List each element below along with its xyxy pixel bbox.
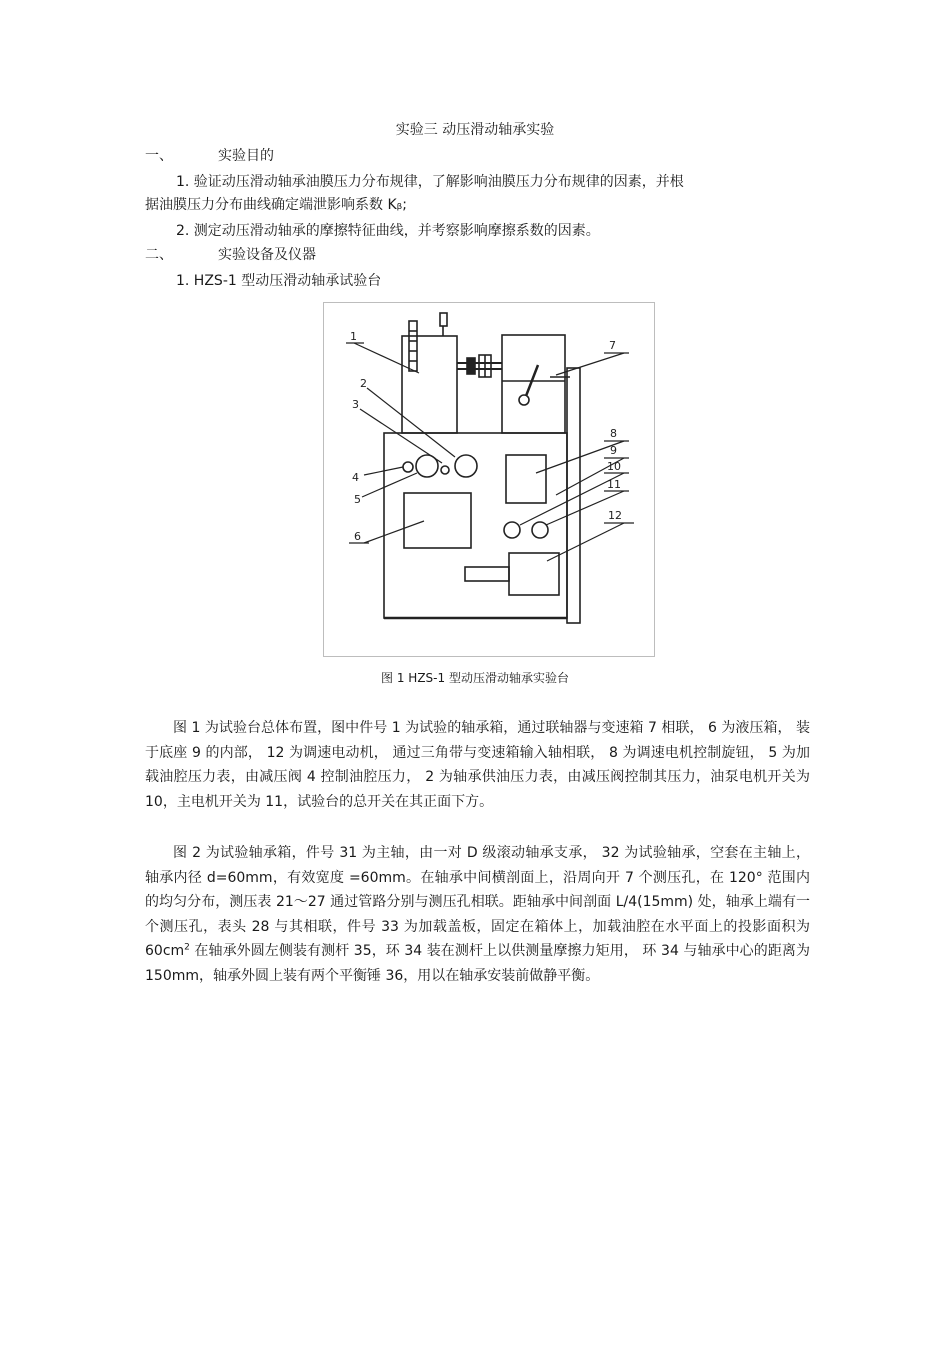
paragraph-figure-2-description xyxy=(145,841,810,988)
test-rig-drawing xyxy=(324,303,654,656)
figure-label-9: 9 xyxy=(610,444,617,457)
figure-label-1: 1 xyxy=(350,330,357,343)
section-1-number: 一、 xyxy=(145,148,173,164)
paragraph-2-text-b: 在轴承外圆左侧装有测杆 35，环 34 装在测杆上以供测量摩擦力矩用， 环 34 与轴承中心的距离为 150mm，轴承外圆上装有两个平衡锤 36，用以在轴承安装前做静平衡。 xyxy=(145,943,810,984)
paragraph-figure-1-description: 图 1 为试验台总体布置，图中件号 1 为试验的轴承箱，通过联轴器与变速箱 7 相联， 6 为液压箱， 装于底座 9 的内部， 12 为调速电动机， 通过三角带与变速箱输入轴相联， 8 为调速电机控制旋钮， 5 为加载油腔压力表，由减压阀 4 控制油腔压力， 2 为轴承供油压力表，由减压阀控制其压力，油泵电机开关为 10，主电机开关为 11，试验台的总开关在其正面下方。 xyxy=(145,720,810,810)
gauge-2 xyxy=(455,455,477,477)
purpose-item-1-line-2: 据油膜压力分布曲线确定端泄影响系数 Kᵦ; xyxy=(145,197,407,213)
figure-label-2: 2 xyxy=(360,377,367,390)
purpose-item-1-line-1: 1. 验证动压滑动轴承油膜压力分布规律，了解影响油膜压力分布规律的因素，并根 xyxy=(176,174,684,190)
figure-label-6: 6 xyxy=(354,530,361,543)
paragraph-2-superscript: 2 xyxy=(184,942,190,953)
figure-label-5: 5 xyxy=(354,493,361,506)
switch-10 xyxy=(504,522,520,538)
test-rig-figure xyxy=(323,302,655,657)
figure-label-8: 8 xyxy=(610,427,617,440)
switch-11 xyxy=(532,522,548,538)
figure-caption: 图 1 HZS-1 型动压滑动轴承实验台 xyxy=(381,671,569,685)
figure-label-4: 4 xyxy=(352,471,359,484)
valve-4 xyxy=(403,462,413,472)
equipment-item-1: 1. HZS-1 型动压滑动轴承试验台 xyxy=(176,273,382,289)
figure-label-11: 11 xyxy=(607,478,621,491)
document-title: 实验三 动压滑动轴承实验 xyxy=(395,122,555,138)
figure-label-7: 7 xyxy=(609,339,616,352)
section-2-number: 二、 xyxy=(145,247,173,263)
hydraulic-box xyxy=(404,493,471,548)
paragraph-2-text-a: 图 2 为试验轴承箱，件号 31 为主轴，由一对 D 级滚动轴承支承， 32 为试验轴承，空套在主轴上， 轴承内径 d=60mm，有效宽度 =60mm。在轴承中间横剖面上，沿周向开 7 个测压孔，在 120° 范围内的均匀分布，测压表 21～27 通过管路分别与测压孔相联。距轴承中间剖面 L/4(15mm) 处，轴承上端有一个测压孔，表头 28 与其相联，件号 33 为加载盖板，固定在箱体上，加载油腔在水平面上的投影面积为 60cm xyxy=(145,845,810,959)
section-2-heading: 实验设备及仪器 xyxy=(218,247,316,263)
gearbox xyxy=(502,335,565,433)
figure-label-12: 12 xyxy=(608,509,622,522)
figure-label-3: 3 xyxy=(352,398,359,411)
purpose-item-2: 2. 测定动压滑动轴承的摩擦特征曲线，并考察影响摩擦系数的因素。 xyxy=(176,223,600,239)
section-1-heading: 实验目的 xyxy=(218,148,274,164)
control-knob-panel xyxy=(506,455,546,503)
figure-label-10: 10 xyxy=(607,460,621,473)
